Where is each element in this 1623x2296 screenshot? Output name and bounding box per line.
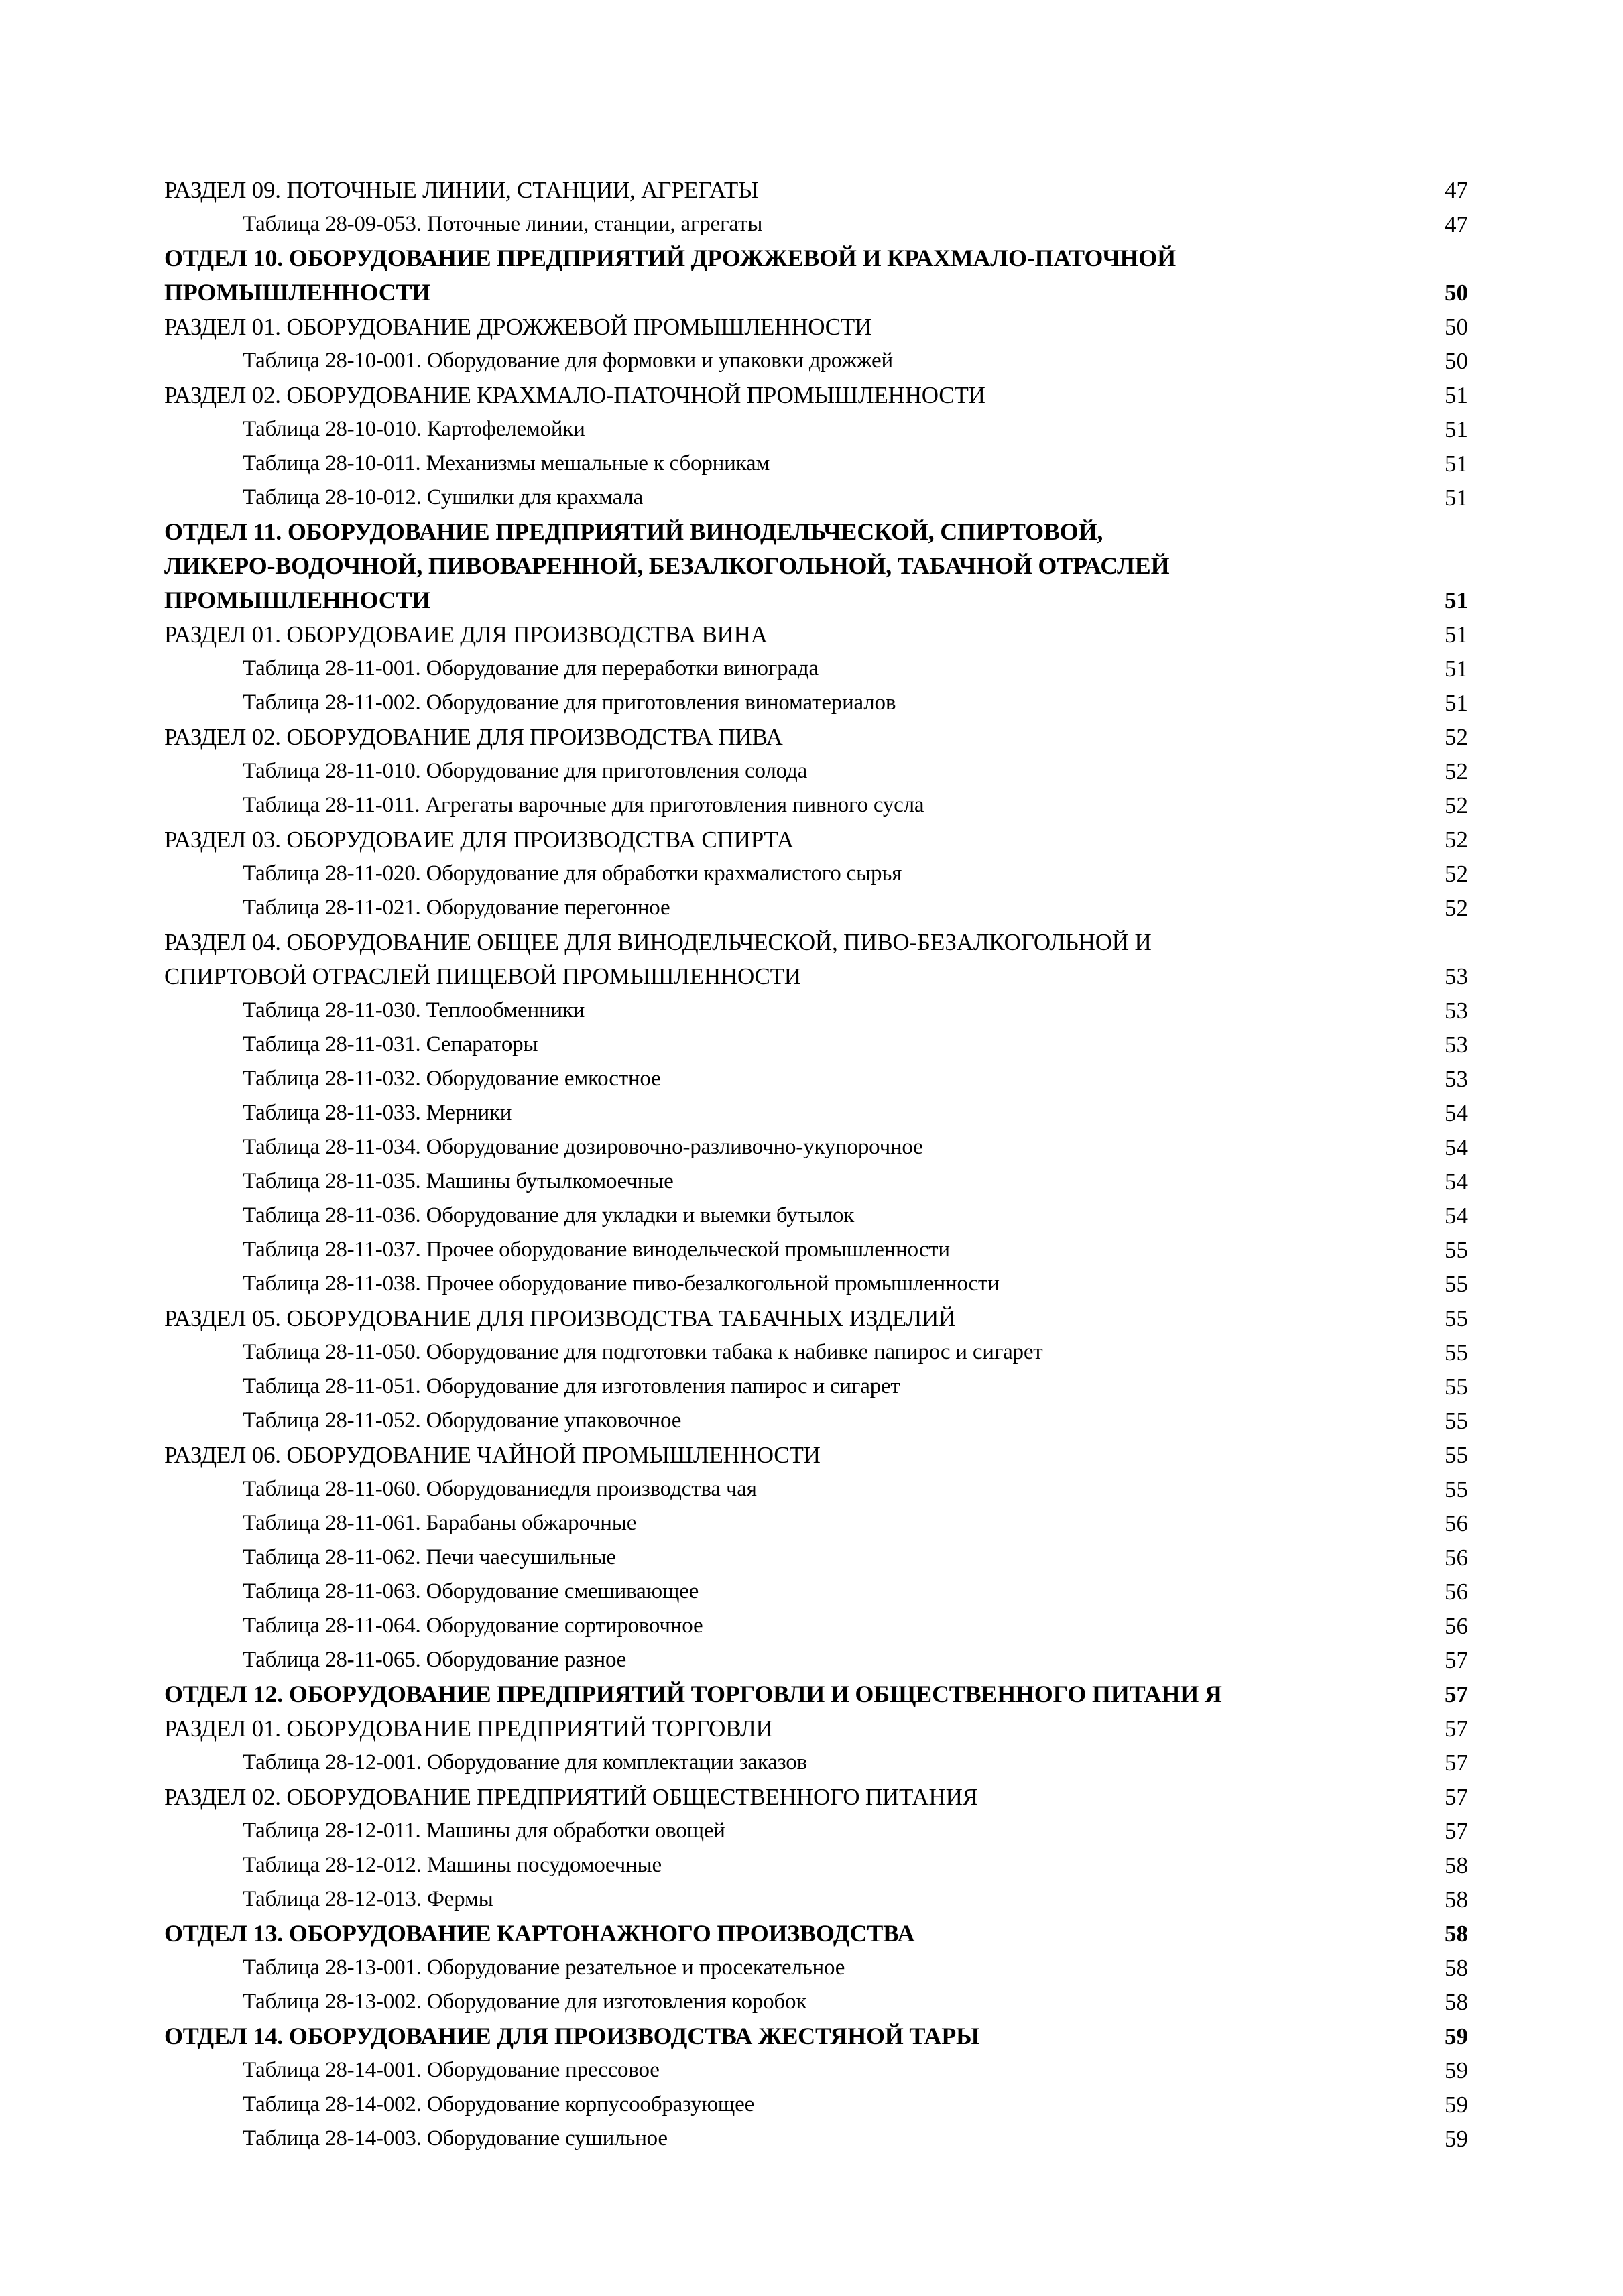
toc-page-number: 51 <box>1445 416 1468 442</box>
toc-entry-title: Таблица 28-10-010. Картофелемойки <box>243 417 585 441</box>
toc-page-number: 55 <box>1445 1339 1468 1366</box>
toc-table-entry <box>0 1130 1623 1164</box>
toc-table-entry <box>0 1096 1623 1130</box>
toc-page-number: 59 <box>1445 2023 1468 2049</box>
toc-table-entry <box>0 857 1623 891</box>
toc-entry-title: Таблица 28-09-053. Поточные линии, станции, агрегаты <box>243 212 763 236</box>
toc-table-entry <box>0 686 1623 720</box>
toc-department-heading <box>0 276 1623 310</box>
toc-page-number: 52 <box>1445 758 1468 784</box>
toc-entry-title: Таблица 28-11-021. Оборудование перегонное <box>243 896 670 920</box>
toc-department-heading <box>0 549 1623 583</box>
toc-entry-title: Таблица 28-11-063. Оборудование смешивающее <box>243 1579 699 1604</box>
toc-page-number: 51 <box>1445 485 1468 511</box>
toc-entry-title: Таблица 28-13-002. Оборудование для изготовления коробок <box>243 1990 807 2014</box>
toc-entry-title: РАЗДЕЛ 02. ОБОРУДОВАНИЕ ДЛЯ ПРОИЗВОДСТВА ПИВА <box>164 724 783 750</box>
toc-entry-title: ПРОМЫШЛЕННОСТИ <box>164 587 431 613</box>
toc-section-heading <box>0 720 1623 754</box>
toc-entry-title: Таблица 28-11-061. Барабаны обжарочные <box>243 1511 637 1535</box>
toc-page-number: 51 <box>1445 621 1468 648</box>
toc-entry-title: Таблица 28-11-020. Оборудование для обработки крахмалистого сырья <box>243 861 902 886</box>
toc-entry-title: Таблица 28-11-064. Оборудование сортировочное <box>243 1614 703 1638</box>
toc-page-number: 58 <box>1445 1989 1468 2015</box>
toc-page-number: 55 <box>1445 1374 1468 1400</box>
toc-page-number: 47 <box>1445 211 1468 237</box>
toc-entry-title: Таблица 28-11-010. Оборудование для приготовления солода <box>243 759 808 783</box>
toc-page-number: 51 <box>1445 450 1468 477</box>
toc-page-number: 52 <box>1445 724 1468 750</box>
toc-page-number: 59 <box>1445 2057 1468 2083</box>
toc-page-number: 50 <box>1445 280 1468 306</box>
toc-entry-title: Таблица 28-10-011. Механизмы мешальные к сборникам <box>243 451 770 475</box>
toc-section-heading <box>0 1438 1623 1472</box>
toc-entry-title: РАЗДЕЛ 01. ОБОРУДОВАНИЕ ПРЕДПРИЯТИЙ ТОРГОВЛИ <box>164 1715 773 1742</box>
toc-entry-title: РАЗДЕЛ 02. ОБОРУДОВАНИЕ ПРЕДПРИЯТИЙ ОБЩЕСТВЕННОГО ПИТАНИЯ <box>164 1784 978 1810</box>
toc-entry-title: Таблица 28-11-065. Оборудование разное <box>243 1648 627 1672</box>
toc-entry-title: Таблица 28-11-011. Агрегаты варочные для приготовления пивного сусла <box>243 793 924 817</box>
toc-table-entry <box>0 1609 1623 1643</box>
toc-entry-title: Таблица 28-11-033. Мерники <box>243 1101 512 1125</box>
toc-page-number: 55 <box>1445 1305 1468 1331</box>
toc-entry-title: Таблица 28-11-034. Оборудование дозировочно-разливочно-укупорочное <box>243 1135 923 1159</box>
toc-entry-title: Таблица 28-11-038. Прочее оборудование пиво-безалкогольной промышленности <box>243 1272 1000 1296</box>
toc-table-entry <box>0 1985 1623 2019</box>
toc-entry-title: ПРОМЫШЛЕННОСТИ <box>164 279 431 306</box>
toc-table-entry <box>0 412 1623 446</box>
toc-entry-title: Таблица 28-14-003. Оборудование сушильное <box>243 2126 668 2151</box>
toc-page-number: 52 <box>1445 827 1468 853</box>
toc-page-number: 52 <box>1445 861 1468 887</box>
toc-entry-title: Таблица 28-11-036. Оборудование для укладки и выемки бутылок <box>243 1203 855 1227</box>
toc-entry-title: Таблица 28-12-001. Оборудование для комплектации заказов <box>243 1750 807 1774</box>
toc-table-entry <box>0 1575 1623 1609</box>
toc-department-heading <box>0 583 1623 617</box>
toc-table-entry <box>0 891 1623 925</box>
toc-page-number: 59 <box>1445 2126 1468 2152</box>
toc-page-number: 55 <box>1445 1237 1468 1263</box>
toc-page-number: 51 <box>1445 587 1468 613</box>
toc-entry-title: ЛИКЕРО-ВОДОЧНОЙ, ПИВОВАРЕННОЙ, БЕЗАЛКОГОЛЬНОЙ, ТАБАЧНОЙ ОТРАСЛЕЙ <box>164 552 1170 579</box>
toc-entry-title: Таблица 28-12-011. Машины для обработки овощей <box>243 1819 725 1843</box>
toc-page-number: 58 <box>1445 1852 1468 1878</box>
toc-department-heading <box>0 241 1623 276</box>
toc-table-entry <box>0 2053 1623 2088</box>
toc-entry-title: Таблица 28-10-001. Оборудование для формовки и упаковки дрожжей <box>243 349 893 373</box>
toc-table-entry <box>0 1233 1623 1267</box>
toc-table-entry <box>0 1506 1623 1540</box>
toc-page-number: 56 <box>1445 1579 1468 1605</box>
toc-page-number: 55 <box>1445 1271 1468 1297</box>
toc-table-entry <box>0 1814 1623 1848</box>
toc-table-entry <box>0 1164 1623 1199</box>
toc-section-heading <box>0 378 1623 412</box>
toc-page-number: 57 <box>1445 1647 1468 1673</box>
toc-entry-title: ОТДЕЛ 13. ОБОРУДОВАНИЕ КАРТОНАЖНОГО ПРОИЗВОДСТВА <box>164 1920 915 1947</box>
toc-section-heading <box>0 1780 1623 1814</box>
toc-department-heading <box>0 1917 1623 1951</box>
toc-table-entry <box>0 2088 1623 2122</box>
toc-entry-title: Таблица 28-11-001. Оборудование для переработки винограда <box>243 656 819 680</box>
toc-page-number: 55 <box>1445 1442 1468 1468</box>
toc-table-entry <box>0 1472 1623 1506</box>
toc-section-heading <box>0 1301 1623 1335</box>
toc-page-number: 52 <box>1445 895 1468 921</box>
toc-page-number: 56 <box>1445 1613 1468 1639</box>
toc-entry-title: Таблица 28-14-001. Оборудование прессовое <box>243 2058 660 2082</box>
toc-page-number: 56 <box>1445 1545 1468 1571</box>
toc-section-heading <box>0 173 1623 207</box>
toc-page-number: 54 <box>1445 1168 1468 1195</box>
toc-entry-title: Таблица 28-11-050. Оборудование для подготовки табака к набивке папирос и сигарет <box>243 1340 1043 1364</box>
toc-table-entry <box>0 652 1623 686</box>
toc-table-entry <box>0 1404 1623 1438</box>
toc-page-number: 57 <box>1445 1784 1468 1810</box>
toc-table-entry <box>0 1370 1623 1404</box>
toc-entry-title: РАЗДЕЛ 09. ПОТОЧНЫЕ ЛИНИИ, СТАНЦИИ, АГРЕГАТЫ <box>164 177 759 203</box>
toc-page-number: 54 <box>1445 1134 1468 1160</box>
toc-page-number: 51 <box>1445 382 1468 408</box>
toc-page-number: 51 <box>1445 656 1468 682</box>
toc-entry-title: Таблица 28-12-013. Фермы <box>243 1887 493 1911</box>
toc-page-number: 50 <box>1445 348 1468 374</box>
toc-entry-title: Таблица 28-13-001. Оборудование резательное и просекательное <box>243 1955 845 1980</box>
toc-section-heading <box>0 925 1623 959</box>
toc-entry-title: ОТДЕЛ 10. ОБОРУДОВАНИЕ ПРЕДПРИЯТИЙ ДРОЖЖЕВОЙ И КРАХМАЛО-ПАТОЧНОЙ <box>164 245 1176 271</box>
toc-table-entry <box>0 2122 1623 2156</box>
toc-table-entry <box>0 1951 1623 1985</box>
toc-entry-title: ОТДЕЛ 11. ОБОРУДОВАНИЕ ПРЕДПРИЯТИЙ ВИНОДЕЛЬЧЕСКОЙ, СПИРТОВОЙ, <box>164 518 1103 545</box>
toc-entry-title: Таблица 28-11-051. Оборудование для изготовления папирос и сигарет <box>243 1374 900 1398</box>
toc-table-entry <box>0 754 1623 788</box>
toc-page-number: 50 <box>1445 314 1468 340</box>
toc-entry-title: Таблица 28-11-030. Теплообменники <box>243 998 585 1022</box>
toc-table-entry <box>0 344 1623 378</box>
toc-table-entry <box>0 1643 1623 1677</box>
toc-department-heading <box>0 515 1623 549</box>
toc-entry-title: РАЗДЕЛ 01. ОБОРУДОВАНИЕ ДРОЖЖЕВОЙ ПРОМЫШЛЕННОСТИ <box>164 314 872 340</box>
toc-table-entry <box>0 788 1623 823</box>
toc-entry-title: Таблица 28-11-037. Прочее оборудование винодельческой промышленности <box>243 1237 950 1262</box>
toc-entry-title: РАЗДЕЛ 05. ОБОРУДОВАНИЕ ДЛЯ ПРОИЗВОДСТВА ТАБАЧНЫХ ИЗДЕЛИЙ <box>164 1305 956 1331</box>
toc-page-number: 57 <box>1445 1818 1468 1844</box>
toc-page-number: 57 <box>1445 1681 1468 1707</box>
toc-entry-title: Таблица 28-11-032. Оборудование емкостное <box>243 1067 661 1091</box>
toc-entry-title: СПИРТОВОЙ ОТРАСЛЕЙ ПИЩЕВОЙ ПРОМЫШЛЕННОСТИ <box>164 963 801 989</box>
toc-entry-title: Таблица 28-12-012. Машины посудомоечные <box>243 1853 662 1877</box>
toc-entry-title: Таблица 28-11-031. Сепараторы <box>243 1032 538 1056</box>
toc-table-entry <box>0 1028 1623 1062</box>
toc-table-entry <box>0 1199 1623 1233</box>
toc-page-number: 58 <box>1445 1886 1468 1913</box>
toc-entry-title: Таблица 28-11-002. Оборудование для приготовления виноматериалов <box>243 690 896 715</box>
toc-entry-title: Таблица 28-11-062. Печи чаесушильные <box>243 1545 616 1569</box>
toc-page-number: 57 <box>1445 1750 1468 1776</box>
toc-table-entry <box>0 207 1623 241</box>
toc-page-number: 56 <box>1445 1510 1468 1536</box>
toc-entry-title: РАЗДЕЛ 03. ОБОРУДОВАИЕ ДЛЯ ПРОИЗВОДСТВА СПИРТА <box>164 827 794 853</box>
toc-entry-title: РАЗДЕЛ 01. ОБОРУДОВАИЕ ДЛЯ ПРОИЗВОДСТВА ВИНА <box>164 621 768 648</box>
toc-page-number: 47 <box>1445 177 1468 203</box>
toc-page-number: 55 <box>1445 1408 1468 1434</box>
toc-entry-title: РАЗДЕЛ 04. ОБОРУДОВАНИЕ ОБЩЕЕ ДЛЯ ВИНОДЕЛЬЧЕСКОЙ, ПИВО-БЕЗАЛКОГОЛЬНОЙ И <box>164 929 1152 955</box>
toc-table-entry <box>0 1267 1623 1301</box>
toc-table-entry <box>0 1882 1623 1917</box>
toc-table-entry <box>0 481 1623 515</box>
toc-table-entry <box>0 1746 1623 1780</box>
toc-section-heading <box>0 617 1623 652</box>
toc-page-number: 53 <box>1445 1032 1468 1058</box>
toc-section-heading <box>0 959 1623 993</box>
toc-page-number: 51 <box>1445 690 1468 716</box>
toc-entry-title: Таблица 28-10-012. Сушилки для крахмала <box>243 485 644 509</box>
table-of-contents <box>0 173 1623 2156</box>
toc-entry-title: ОТДЕЛ 14. ОБОРУДОВАНИЕ ДЛЯ ПРОИЗВОДСТВА ЖЕСТЯНОЙ ТАРЫ <box>164 2022 980 2049</box>
toc-table-entry <box>0 1062 1623 1096</box>
toc-table-entry <box>0 1540 1623 1575</box>
toc-page-number: 54 <box>1445 1100 1468 1126</box>
toc-entry-title: Таблица 28-14-002. Оборудование корпусообразующее <box>243 2092 755 2116</box>
toc-department-heading <box>0 1677 1623 1711</box>
toc-page-number: 53 <box>1445 1066 1468 1092</box>
toc-table-entry <box>0 1335 1623 1370</box>
toc-section-heading <box>0 1711 1623 1746</box>
toc-entry-title: Таблица 28-11-052. Оборудование упаковочное <box>243 1408 682 1433</box>
toc-entry-title: ОТДЕЛ 12. ОБОРУДОВАНИЕ ПРЕДПРИЯТИЙ ТОРГОВЛИ И ОБЩЕСТВЕННОГО ПИТАНИ Я <box>164 1681 1222 1707</box>
toc-page-number: 59 <box>1445 2092 1468 2118</box>
toc-section-heading <box>0 823 1623 857</box>
toc-page-number: 57 <box>1445 1715 1468 1742</box>
toc-entry-title: Таблица 28-11-060. Оборудованиедля производства чая <box>243 1477 757 1501</box>
toc-table-entry <box>0 993 1623 1028</box>
toc-table-entry <box>0 1848 1623 1882</box>
toc-entry-title: РАЗДЕЛ 06. ОБОРУДОВАНИЕ ЧАЙНОЙ ПРОМЫШЛЕННОСТИ <box>164 1442 821 1468</box>
toc-entry-title: РАЗДЕЛ 02. ОБОРУДОВАНИЕ КРАХМАЛО-ПАТОЧНОЙ ПРОМЫШЛЕННОСТИ <box>164 382 985 408</box>
toc-page-number: 58 <box>1445 1921 1468 1947</box>
toc-table-entry <box>0 446 1623 481</box>
toc-section-heading <box>0 310 1623 344</box>
toc-page-number: 53 <box>1445 998 1468 1024</box>
toc-page-number: 52 <box>1445 792 1468 819</box>
toc-page-number: 54 <box>1445 1203 1468 1229</box>
toc-page-number: 58 <box>1445 1955 1468 1981</box>
toc-department-heading <box>0 2019 1623 2053</box>
toc-entry-title: Таблица 28-11-035. Машины бутылкомоечные <box>243 1169 674 1193</box>
toc-page-number: 53 <box>1445 963 1468 989</box>
toc-page-number: 55 <box>1445 1476 1468 1502</box>
